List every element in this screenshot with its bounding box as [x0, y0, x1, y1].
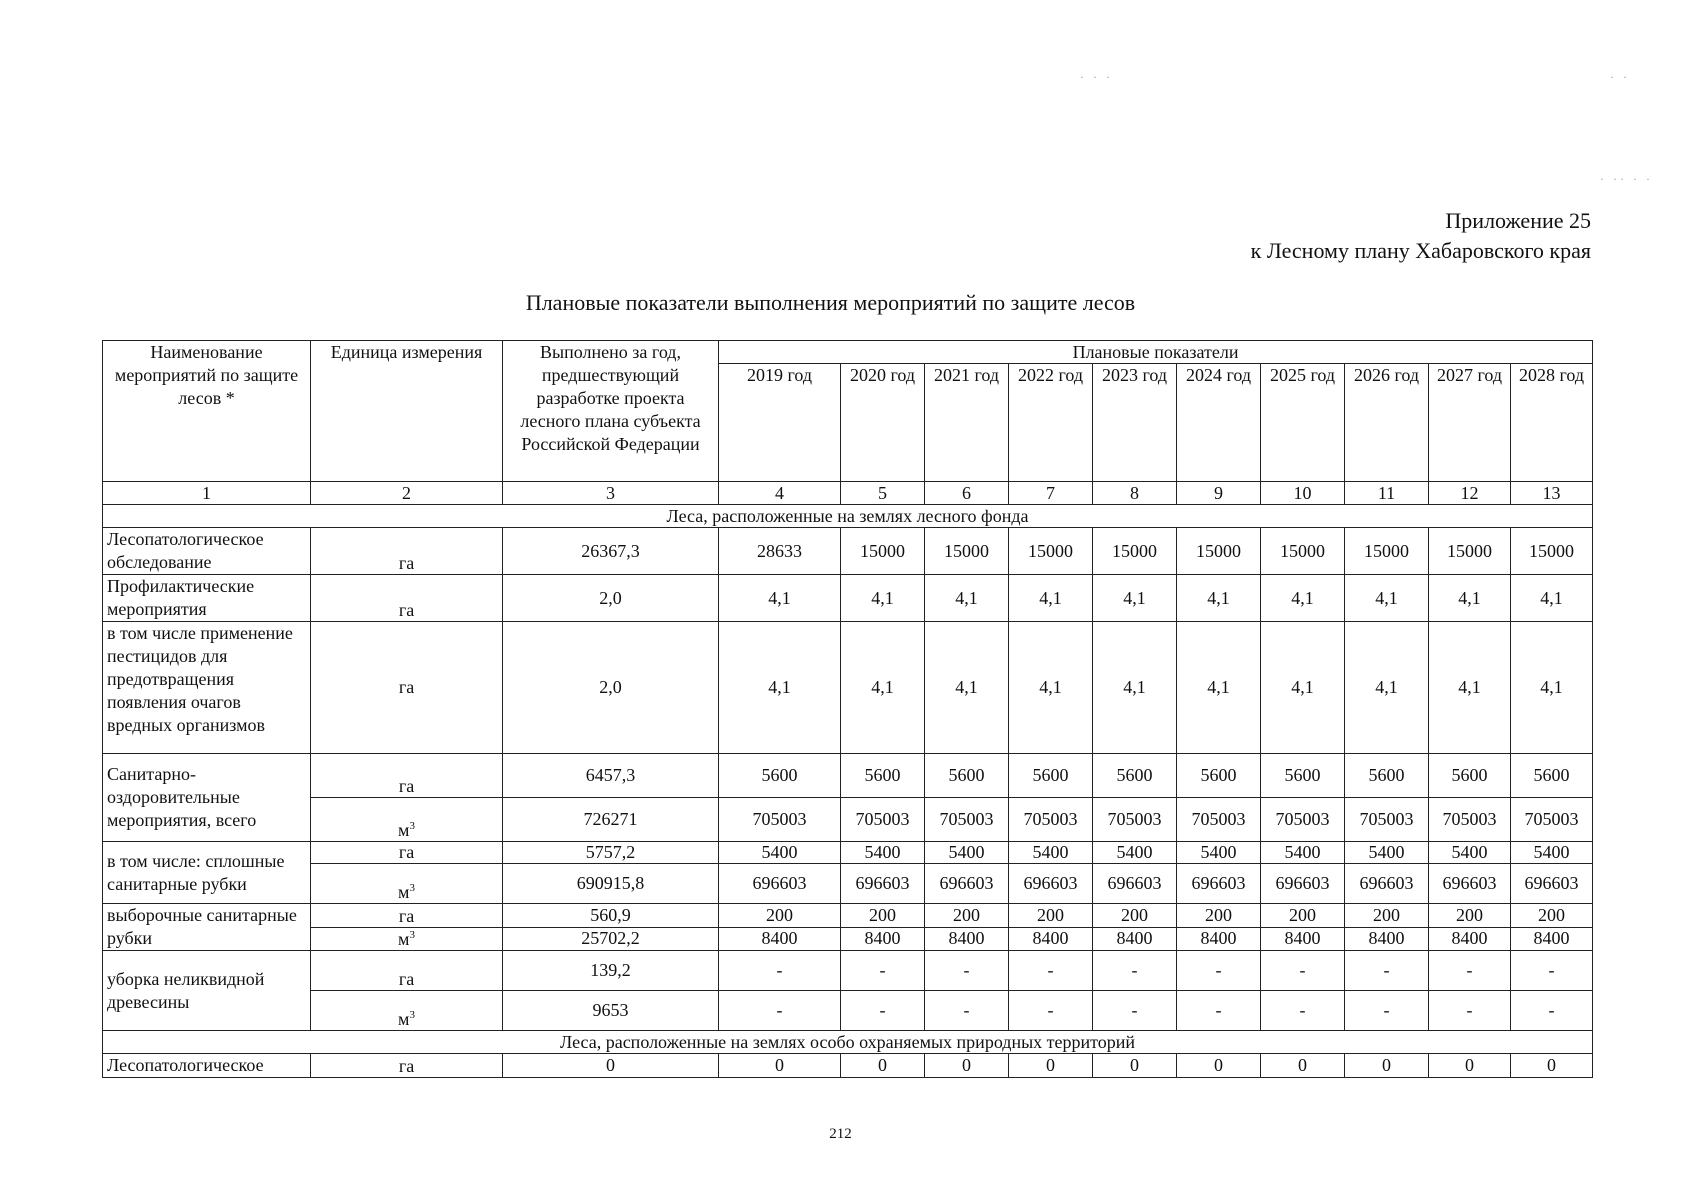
planned-value-cell: 705003: [1511, 798, 1593, 842]
table-row: [103, 622, 1593, 754]
table-row: [103, 754, 1593, 798]
table-row: [103, 864, 1593, 904]
header-planned: Плановые показатели: [719, 341, 1593, 364]
header-year: 2025 год: [1261, 364, 1345, 482]
completed-value-cell: 6457,3: [503, 754, 719, 798]
planned-value-cell: 15000: [925, 528, 1009, 575]
planned-value-cell: 5600: [1177, 754, 1261, 798]
completed-value-cell: 5757,2: [503, 842, 719, 864]
planned-value-cell: -: [1261, 951, 1345, 991]
planned-value-cell: 200: [925, 904, 1009, 928]
header-completed: Выполнено за год, предшествующий разработке проекта лесного плана субъекта Российской Федерации: [503, 341, 719, 482]
planned-value-cell: 15000: [1009, 528, 1093, 575]
planned-value-cell: 5600: [1093, 754, 1177, 798]
section-forest-fund: Леса, расположенные на землях лесного фонда: [103, 505, 1593, 528]
column-number: 11: [1345, 482, 1429, 505]
planned-value-cell: 200: [1009, 904, 1093, 928]
planned-value-cell: 200: [1345, 904, 1429, 928]
planned-value-cell: 705003: [1429, 798, 1511, 842]
planned-value-cell: 705003: [1093, 798, 1177, 842]
planned-value-cell: 4,1: [1093, 622, 1177, 754]
planned-value-cell: -: [1345, 991, 1429, 1031]
planned-value-cell: 0: [719, 1054, 841, 1078]
planned-value-cell: -: [1093, 991, 1177, 1031]
planned-value-cell: 5400: [841, 842, 925, 864]
planned-value-cell: 8400: [925, 927, 1009, 951]
completed-value-cell: 26367,3: [503, 528, 719, 575]
planned-value-cell: -: [1177, 951, 1261, 991]
planned-value-cell: 705003: [1345, 798, 1429, 842]
planned-value-cell: 696603: [1345, 864, 1429, 904]
planned-value-cell: 4,1: [1009, 622, 1093, 754]
planned-value-cell: 4,1: [719, 575, 841, 622]
activity-name-cell: в том числе: сплошные санитарные рубки: [103, 842, 311, 904]
planned-value-cell: 15000: [1345, 528, 1429, 575]
planned-value-cell: -: [1177, 991, 1261, 1031]
planned-value-cell: 15000: [841, 528, 925, 575]
planned-value-cell: 705003: [719, 798, 841, 842]
planned-value-cell: 4,1: [1009, 575, 1093, 622]
planned-value-cell: -: [719, 951, 841, 991]
planned-value-cell: 0: [841, 1054, 925, 1078]
column-number: 2: [311, 482, 503, 505]
header-row: [103, 341, 1593, 364]
planned-value-cell: 5400: [1177, 842, 1261, 864]
planned-value-cell: -: [1009, 951, 1093, 991]
header-year: 2028 год: [1511, 364, 1593, 482]
planned-value-cell: 5400: [719, 842, 841, 864]
activity-name-cell: в том числе применение пестицидов для предотвращения появления очагов вредных организмов: [103, 622, 311, 754]
planned-value-cell: 5600: [1511, 754, 1593, 798]
planned-value-cell: 8400: [1261, 927, 1345, 951]
planned-value-cell: -: [925, 991, 1009, 1031]
header-year: 2024 год: [1177, 364, 1261, 482]
table-row: [103, 842, 1593, 864]
planned-value-cell: 0: [925, 1054, 1009, 1078]
planned-value-cell: 696603: [1261, 864, 1345, 904]
table-row: [103, 927, 1593, 951]
unit-cell: $м^3$: [311, 798, 503, 842]
planned-value-cell: 15000: [1511, 528, 1593, 575]
table-row: [103, 575, 1593, 622]
completed-value-cell: 9653: [503, 991, 719, 1031]
column-number: 3: [503, 482, 719, 505]
planned-value-cell: 5600: [719, 754, 841, 798]
planned-value-cell: -: [841, 991, 925, 1031]
completed-value-cell: 690915,8: [503, 864, 719, 904]
planned-value-cell: 8400: [1345, 927, 1429, 951]
section-row: [103, 1031, 1593, 1054]
planned-value-cell: 5600: [1429, 754, 1511, 798]
planned-value-cell: -: [1261, 991, 1345, 1031]
planned-value-cell: 696603: [1093, 864, 1177, 904]
planned-value-cell: -: [719, 991, 841, 1031]
planned-value-cell: 5400: [1009, 842, 1093, 864]
header-activity-name: Наименование мероприятий по защите лесов *: [103, 341, 311, 482]
section-row: [103, 505, 1593, 528]
column-number: 12: [1429, 482, 1511, 505]
column-number: 1: [103, 482, 311, 505]
planned-value-cell: 0: [1345, 1054, 1429, 1078]
section-protected-areas: Леса, расположенные на землях особо охраняемых природных территорий: [103, 1031, 1593, 1054]
planned-value-cell: 705003: [1177, 798, 1261, 842]
planned-value-cell: 4,1: [1511, 575, 1593, 622]
planned-value-cell: 200: [1093, 904, 1177, 928]
completed-value-cell: 726271: [503, 798, 719, 842]
planned-value-cell: 705003: [1009, 798, 1093, 842]
planned-value-cell: 28633: [719, 528, 841, 575]
planned-value-cell: 200: [1177, 904, 1261, 928]
unit-cell: $м^3$: [311, 864, 503, 904]
unit-cell: га: [311, 622, 503, 754]
planned-value-cell: 4,1: [925, 575, 1009, 622]
activity-name-cell: Лесопатологическое: [103, 1054, 311, 1078]
planned-value-cell: 0: [1093, 1054, 1177, 1078]
planned-value-cell: 5600: [1261, 754, 1345, 798]
unit-cell: $м^3$: [311, 927, 503, 951]
planned-value-cell: 200: [1261, 904, 1345, 928]
scan-speck: · · ·: [1080, 70, 1113, 84]
planned-value-cell: -: [1511, 991, 1593, 1031]
completed-value-cell: 2,0: [503, 575, 719, 622]
document-title: Плановые показатели выполнения мероприятий по защите лесов: [525, 290, 1136, 315]
unit-cell: га: [311, 575, 503, 622]
planned-value-cell: 5400: [1261, 842, 1345, 864]
activity-name-cell: Профилактические мероприятия: [103, 575, 311, 622]
scan-speck: · ·· · ·: [1600, 172, 1653, 186]
planned-value-cell: 8400: [719, 927, 841, 951]
planned-value-cell: 200: [841, 904, 925, 928]
header-year: 2026 год: [1345, 364, 1429, 482]
column-number: 9: [1177, 482, 1261, 505]
planned-value-cell: 0: [1511, 1054, 1593, 1078]
column-number: 13: [1511, 482, 1593, 505]
planned-value-cell: 4,1: [1177, 575, 1261, 622]
activity-name-cell: Лесопатологическое обследование: [103, 528, 311, 575]
planned-value-cell: 696603: [841, 864, 925, 904]
unit-cell: га: [311, 904, 503, 928]
planned-value-cell: -: [841, 951, 925, 991]
planned-value-cell: 5600: [841, 754, 925, 798]
planned-value-cell: 4,1: [1429, 622, 1511, 754]
planned-value-cell: 4,1: [1261, 622, 1345, 754]
planned-value-cell: 8400: [1009, 927, 1093, 951]
activity-name-cell: уборка неликвидной древесины: [103, 951, 311, 1031]
planned-value-cell: 4,1: [841, 622, 925, 754]
completed-value-cell: 25702,2: [503, 927, 719, 951]
planned-value-cell: 5400: [1429, 842, 1511, 864]
table-row: [103, 951, 1593, 991]
planned-value-cell: 696603: [925, 864, 1009, 904]
planned-value-cell: -: [1429, 951, 1511, 991]
header-year: 2019 год: [719, 364, 841, 482]
column-number: 7: [1009, 482, 1093, 505]
planned-value-cell: 8400: [1177, 927, 1261, 951]
planned-value-cell: 4,1: [1177, 622, 1261, 754]
planned-value-cell: 15000: [1429, 528, 1511, 575]
completed-value-cell: 560,9: [503, 904, 719, 928]
planned-value-cell: 4,1: [1345, 622, 1429, 754]
annex-header: [1251, 206, 1591, 266]
planned-value-cell: 4,1: [1345, 575, 1429, 622]
table-row: [103, 528, 1593, 575]
planned-value-cell: -: [1093, 951, 1177, 991]
table-row: [103, 1054, 1593, 1078]
planned-value-cell: 4,1: [841, 575, 925, 622]
planned-value-cell: 200: [719, 904, 841, 928]
header-year: 2021 год: [925, 364, 1009, 482]
unit-cell: $м^3$: [311, 991, 503, 1031]
unit-cell: га: [311, 528, 503, 575]
planned-value-cell: 5400: [925, 842, 1009, 864]
planned-value-cell: 8400: [1429, 927, 1511, 951]
planned-value-cell: 4,1: [1093, 575, 1177, 622]
planned-value-cell: 5400: [1345, 842, 1429, 864]
table-row: [103, 991, 1593, 1031]
scan-speck: · ·: [1610, 70, 1630, 84]
table-row: [103, 798, 1593, 842]
unit-cell: га: [311, 842, 503, 864]
planned-value-cell: 8400: [1093, 927, 1177, 951]
planned-value-cell: 696603: [1429, 864, 1511, 904]
header-unit: Единица измерения: [311, 341, 503, 482]
planned-value-cell: 5600: [1345, 754, 1429, 798]
planned-value-cell: 4,1: [1511, 622, 1593, 754]
planned-value-cell: 696603: [1009, 864, 1093, 904]
planned-value-cell: 696603: [719, 864, 841, 904]
column-number: 6: [925, 482, 1009, 505]
planned-value-cell: 705003: [1261, 798, 1345, 842]
planned-value-cell: 4,1: [1261, 575, 1345, 622]
planned-value-cell: 8400: [1511, 927, 1593, 951]
planned-value-cell: -: [1009, 991, 1093, 1031]
planned-value-cell: 15000: [1093, 528, 1177, 575]
planned-value-cell: 0: [1009, 1054, 1093, 1078]
unit-cell: га: [311, 951, 503, 991]
planned-value-cell: 705003: [841, 798, 925, 842]
planned-value-cell: 15000: [1261, 528, 1345, 575]
column-number: 4: [719, 482, 841, 505]
header-year: 2027 год: [1429, 364, 1511, 482]
planned-value-cell: 4,1: [1429, 575, 1511, 622]
activity-name-cell: выборочные санитарные рубки: [103, 904, 311, 951]
unit-cell: га: [311, 1054, 503, 1078]
annex-line-1: Приложение 25: [1445, 208, 1591, 233]
completed-value-cell: 139,2: [503, 951, 719, 991]
planned-value-cell: -: [1345, 951, 1429, 991]
planned-value-cell: -: [1429, 991, 1511, 1031]
header-year: 2022 год: [1009, 364, 1093, 482]
column-number-row: [103, 482, 1593, 505]
annex-line-2: к Лесному плану Хабаровского края: [1250, 238, 1591, 263]
planned-value-cell: -: [925, 951, 1009, 991]
planned-value-cell: 5600: [925, 754, 1009, 798]
planned-value-cell: 696603: [1511, 864, 1593, 904]
completed-value-cell: 0: [503, 1054, 719, 1078]
planned-value-cell: 4,1: [719, 622, 841, 754]
planned-value-cell: 0: [1261, 1054, 1345, 1078]
completed-value-cell: 2,0: [503, 622, 719, 754]
unit-cell: га: [311, 754, 503, 798]
column-number: 5: [841, 482, 925, 505]
forest-protection-table: [102, 340, 1593, 1078]
planned-value-cell: 15000: [1177, 528, 1261, 575]
planned-value-cell: 4,1: [925, 622, 1009, 754]
page-number: 212: [829, 1126, 852, 1142]
header-year: 2023 год: [1093, 364, 1177, 482]
planned-value-cell: 0: [1177, 1054, 1261, 1078]
column-number: 10: [1261, 482, 1345, 505]
table-row: [103, 904, 1593, 928]
planned-value-cell: 5400: [1093, 842, 1177, 864]
column-number: 8: [1093, 482, 1177, 505]
planned-value-cell: 0: [1429, 1054, 1511, 1078]
planned-value-cell: 8400: [841, 927, 925, 951]
planned-value-cell: 705003: [925, 798, 1009, 842]
planned-value-cell: 696603: [1177, 864, 1261, 904]
planned-value-cell: 200: [1511, 904, 1593, 928]
planned-value-cell: 5400: [1511, 842, 1593, 864]
planned-value-cell: -: [1511, 951, 1593, 991]
header-year: 2020 год: [841, 364, 925, 482]
planned-value-cell: 200: [1429, 904, 1511, 928]
activity-name-cell: Санитарно-оздоровительные мероприятия, всего: [103, 754, 311, 842]
planned-value-cell: 5600: [1009, 754, 1093, 798]
